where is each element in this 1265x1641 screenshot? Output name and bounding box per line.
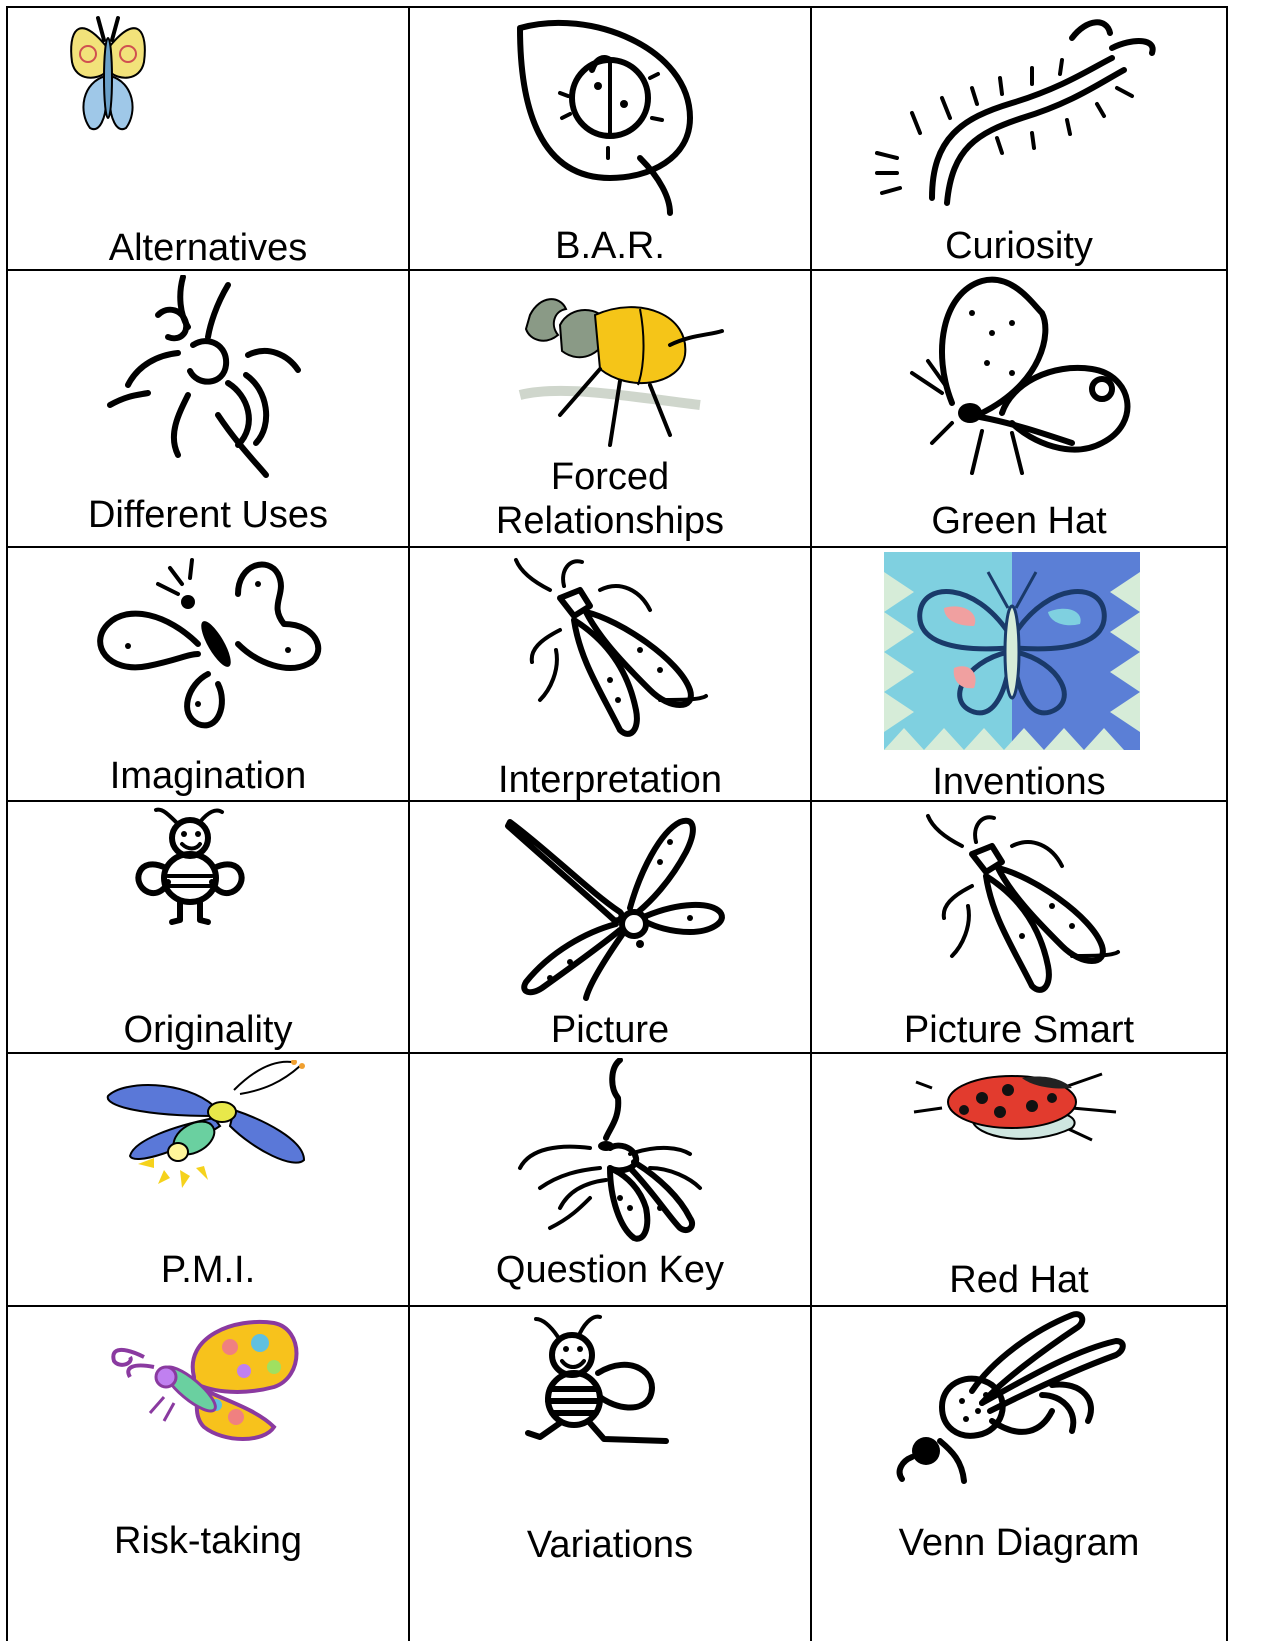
striped-bee-icon	[520, 1313, 680, 1453]
butterfly-clipart-icon	[68, 12, 148, 138]
card-label: Alternatives	[108, 227, 308, 269]
card-label: B.A.R.	[555, 225, 665, 267]
card-originality	[8, 802, 408, 1052]
card-label: Picture Smart	[903, 1009, 1135, 1051]
card-label-line2: Relationships	[495, 500, 725, 542]
bee-cartoon-icon	[128, 804, 258, 934]
beetle-sketch-icon	[98, 275, 318, 485]
card-venn-diagram	[812, 1307, 1226, 1641]
card-curiosity	[812, 8, 1226, 269]
card-label: Red Hat	[949, 1259, 1089, 1301]
colorful-butterfly-icon	[104, 1317, 314, 1447]
card-green-hat	[812, 271, 1226, 546]
card-label: Interpretation	[498, 759, 722, 800]
card-label: Inventions	[932, 761, 1106, 800]
insect-card-grid	[6, 6, 1228, 1641]
card-label: Risk-taking	[114, 1520, 302, 1562]
card-pmi	[8, 1054, 408, 1305]
dragonfly-icon	[490, 812, 730, 1002]
card-alternatives	[8, 8, 408, 269]
card-label: Curiosity	[945, 225, 1093, 267]
butterfly-sketch-icon	[892, 273, 1142, 483]
ladybug-icon	[912, 1068, 1122, 1148]
fly-sketch-icon	[922, 806, 1132, 1006]
card-label: Green Hat	[931, 500, 1107, 542]
butterfly-outline-icon	[88, 554, 328, 734]
card-bar	[410, 8, 810, 269]
card-variations	[410, 1307, 810, 1641]
card-label: Variations	[526, 1524, 694, 1566]
card-different-uses	[8, 271, 408, 546]
cricket-sketch-icon	[510, 1058, 720, 1258]
stag-beetle-icon	[500, 285, 730, 455]
card-label: Venn Diagram	[898, 1522, 1140, 1564]
firefly-icon	[104, 1060, 324, 1190]
card-label: Different Uses	[87, 494, 329, 536]
card-forced-relationships	[410, 271, 810, 546]
card-label: Picture	[550, 1009, 670, 1051]
caterpillar-icon	[872, 8, 1162, 213]
grid-line-right	[1226, 6, 1228, 1641]
card-label: Imagination	[109, 755, 307, 797]
card-label: Forced	[550, 456, 670, 498]
card-picture-smart	[812, 802, 1226, 1052]
card-label: Question Key	[495, 1249, 725, 1291]
card-picture	[410, 802, 810, 1052]
ladybug-on-leaf-icon	[500, 8, 720, 218]
card-imagination	[8, 548, 408, 800]
mosquito-icon	[882, 1311, 1132, 1491]
fly-sketch-icon	[510, 550, 720, 750]
card-label: P.M.I.	[160, 1249, 256, 1291]
card-inventions	[812, 548, 1226, 800]
card-red-hat	[812, 1054, 1226, 1305]
card-risk-taking	[8, 1307, 408, 1641]
card-label: Originality	[123, 1009, 293, 1051]
card-question-key	[410, 1054, 810, 1305]
card-interpretation	[410, 548, 810, 800]
butterfly-tile-icon	[884, 552, 1140, 750]
